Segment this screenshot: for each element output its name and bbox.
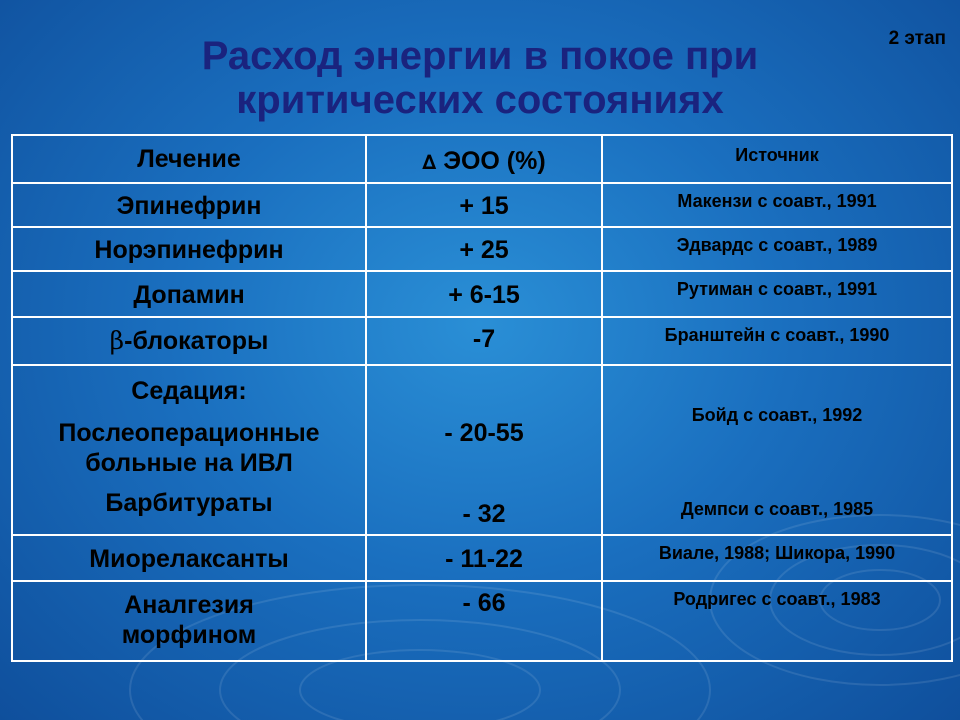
- table-row: [12, 183, 952, 227]
- stage-label: 2 этап: [888, 28, 946, 49]
- sedation-cell: [12, 365, 366, 535]
- title-line-2: критических состояниях: [236, 78, 724, 122]
- sedation-sub1: Послеоперационные больные на ИВЛ: [58, 419, 320, 477]
- value-cell: - 11-22: [366, 535, 602, 581]
- page-title: [100, 34, 860, 122]
- table-row: [12, 581, 952, 661]
- beta-symbol: β: [109, 326, 125, 355]
- value-cell: - 20-55: [444, 419, 524, 447]
- delta-icon: ∆: [422, 150, 437, 174]
- table-row: [12, 271, 952, 317]
- value-cell: -7: [366, 317, 602, 365]
- treatment-cell: Миорелаксанты: [12, 535, 366, 581]
- sedation-row: [12, 365, 952, 535]
- sedation-sub2: Барбитураты: [105, 489, 273, 517]
- header-row: [12, 135, 952, 183]
- source-cell: Рутиман с соавт., 1991: [602, 271, 952, 317]
- value-cell: + 6-15: [366, 271, 602, 317]
- source-cell: Бранштейн с соавт., 1990: [602, 317, 952, 365]
- source-cell: Макензи с соавт., 1991: [602, 183, 952, 227]
- header-eoo-label: ЭОО (%): [443, 147, 546, 175]
- title-line-1: Расход энергии в покое при: [201, 34, 759, 78]
- treatment-cell: [12, 317, 366, 365]
- value-cell: - 66: [366, 581, 602, 661]
- treatment-cell: Аналгезия морфином: [12, 581, 366, 661]
- table-row: [12, 317, 952, 365]
- sedation-values-cell: [366, 365, 602, 535]
- treatment-cell: Допамин: [12, 271, 366, 317]
- header-source: Источник: [602, 135, 952, 183]
- treatment-cell: Эпинефрин: [12, 183, 366, 227]
- source-cell: Виале, 1988; Шикора, 1990: [602, 535, 952, 581]
- source-cell: Бойд с соавт., 1992: [691, 405, 863, 425]
- source-cell: Эдвардс с соавт., 1989: [602, 227, 952, 271]
- header-treatment: Лечение: [12, 135, 366, 183]
- energy-table: [11, 134, 953, 662]
- value-cell: - 32: [462, 500, 506, 528]
- treatment-cell: Норэпинефрин: [12, 227, 366, 271]
- treatment-label: -блокаторы: [124, 327, 269, 355]
- source-cell: Демпси с соавт., 1985: [680, 499, 874, 519]
- value-cell: + 25: [366, 227, 602, 271]
- sedation-heading: Седация:: [131, 377, 247, 405]
- sedation-sources-cell: [602, 365, 952, 535]
- header-eoo: [366, 135, 602, 183]
- source-cell: Родригес с соавт., 1983: [602, 581, 952, 661]
- table-row: [12, 535, 952, 581]
- value-cell: + 15: [366, 183, 602, 227]
- table-row: [12, 227, 952, 271]
